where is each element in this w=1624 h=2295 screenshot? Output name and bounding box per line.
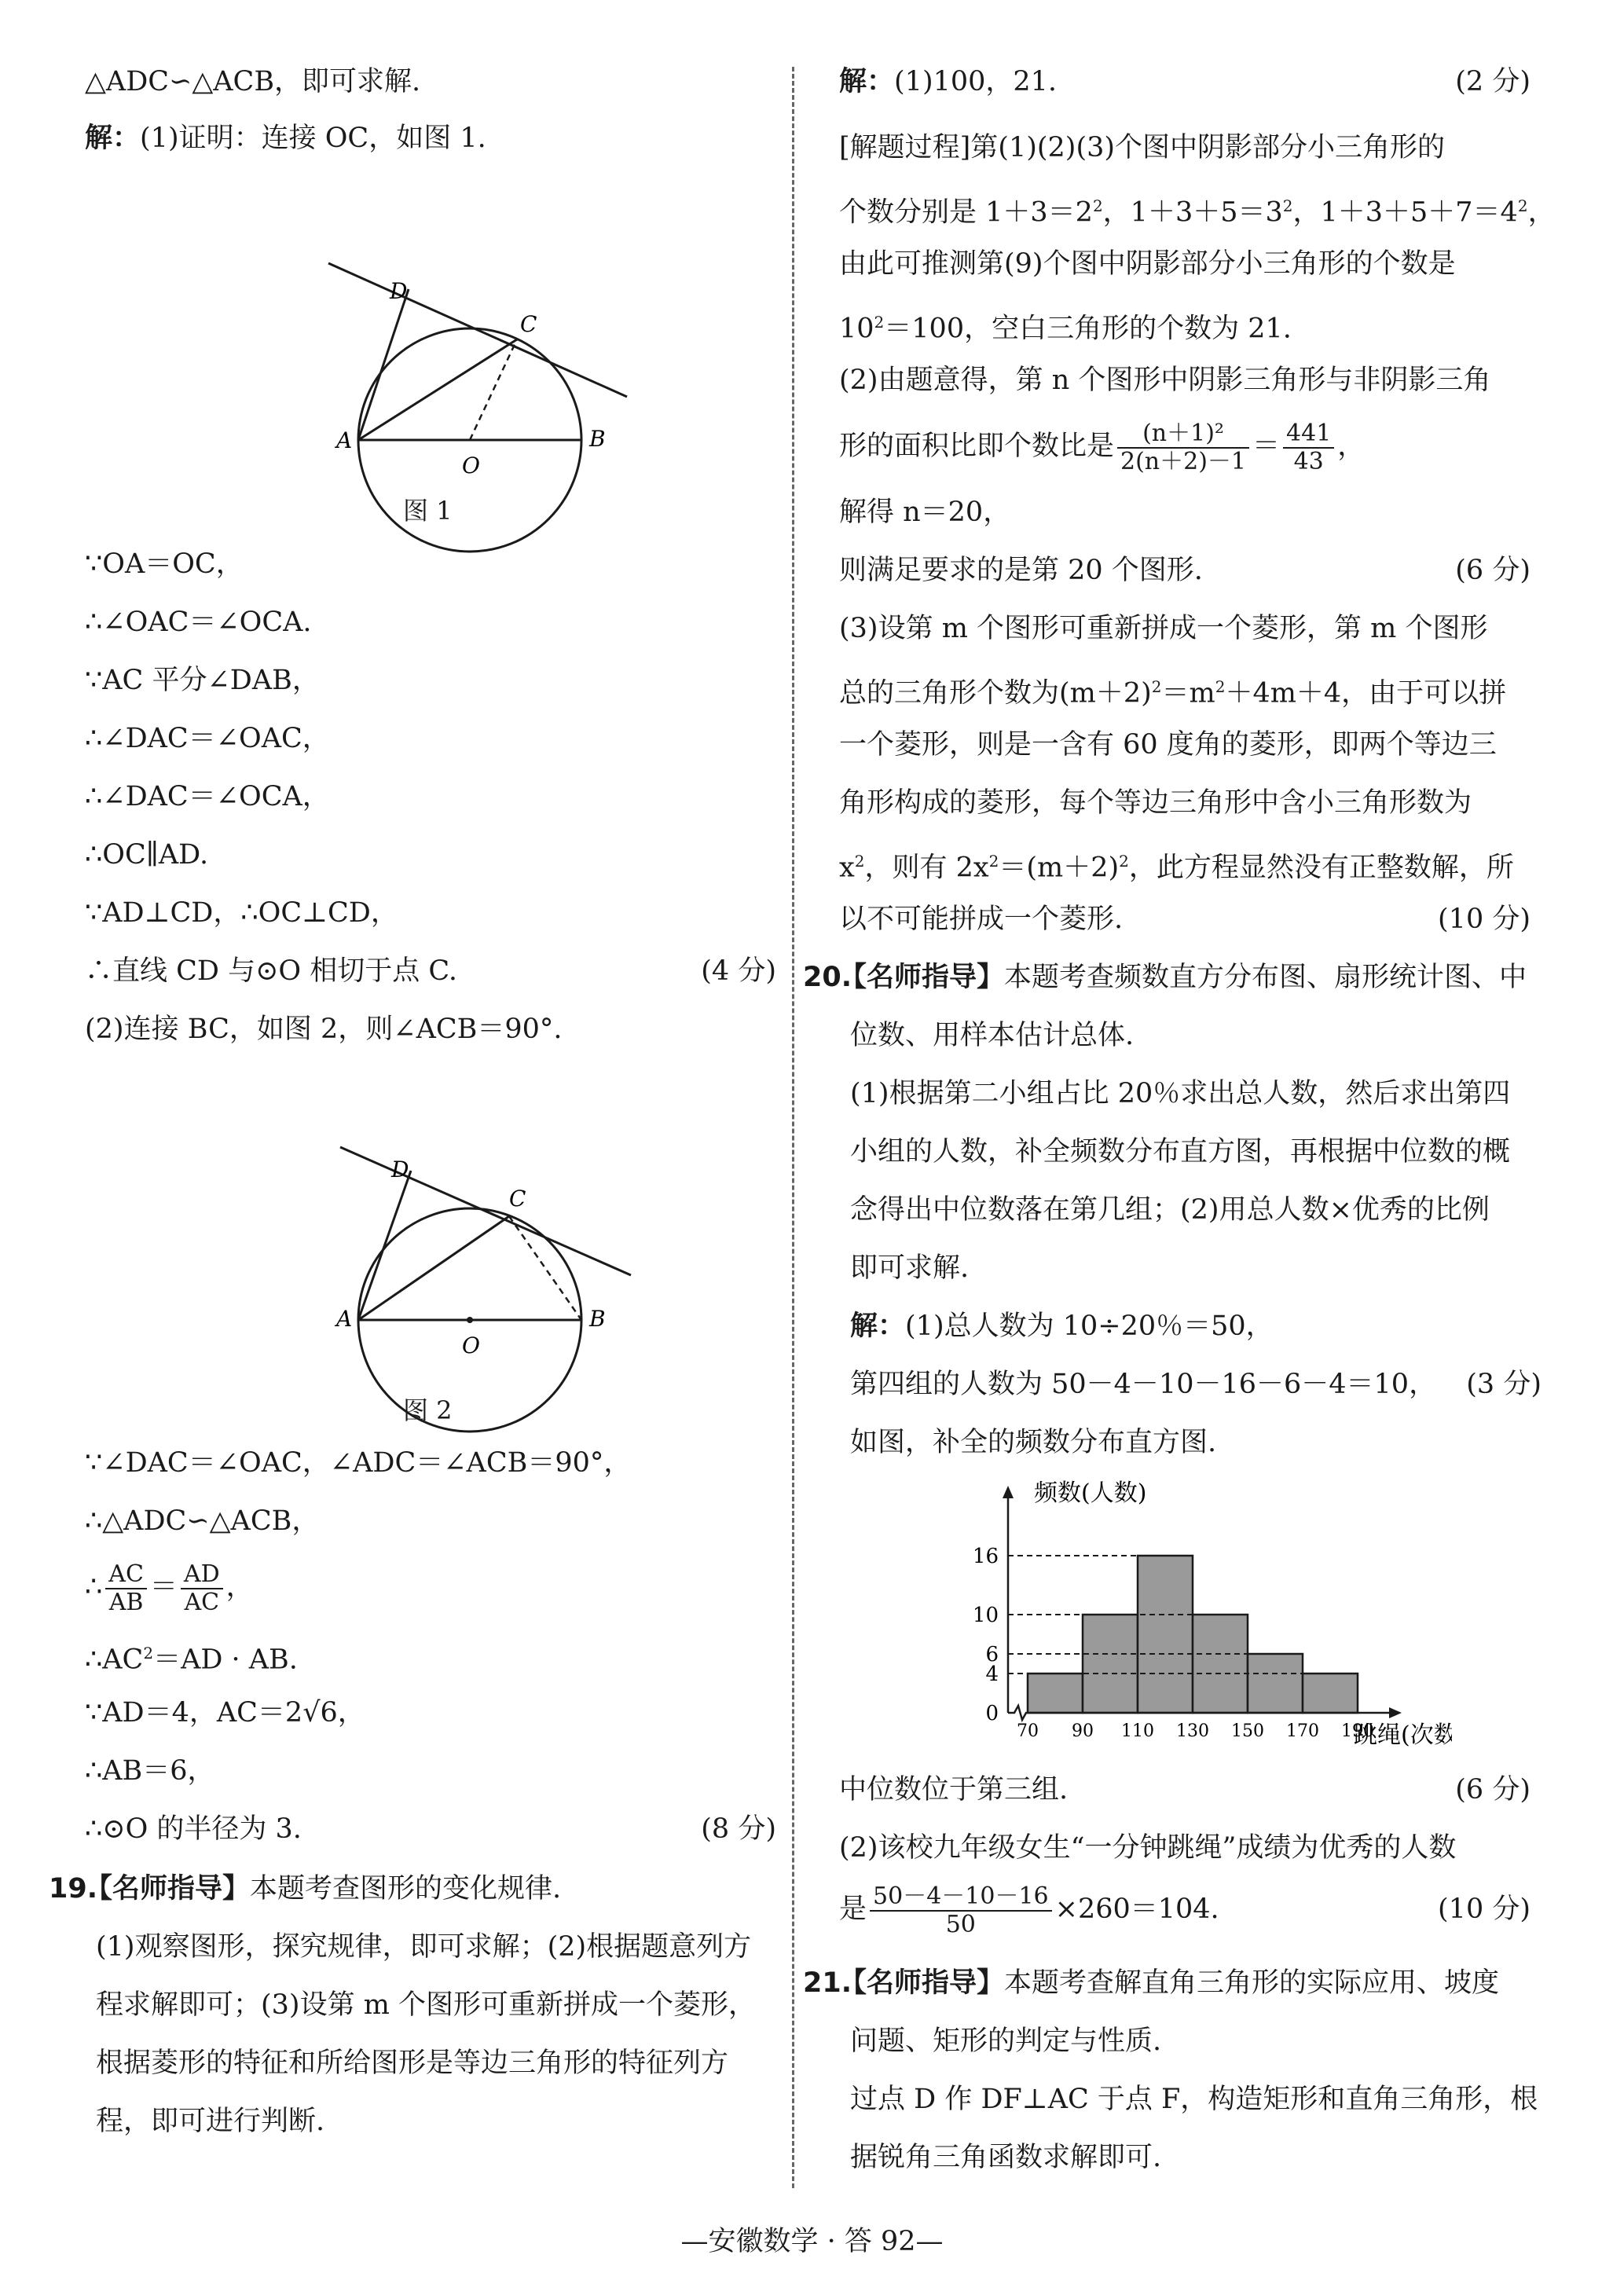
text-line: 据锐角三角函数求解即可. (850, 2142, 1162, 2173)
text-line: [解题过程]第(1)(2)(3)个图中阴影部分小三角形的 (839, 132, 1446, 163)
text-line: (1)根据第二小组占比 20％求出总人数，然后求出第四 (850, 1078, 1511, 1109)
text-line: ∵AD＝4，AC＝2√6， (85, 1697, 365, 1729)
text-line: (2)连接 BC，如图 2，则∠ACB＝90°. (85, 1014, 563, 1045)
text-line: 如图，补全的频数分布直方图. (850, 1427, 1217, 1458)
text-line: 解：(1)证明：连接 OC，如图 1. (85, 123, 486, 154)
text-line: 根据菱形的特征和所给图形是等边三角形的特征列方 (96, 2048, 729, 2079)
label-D: D (391, 1157, 409, 1182)
text-line: 问题、矩形的判定与性质. (850, 2026, 1162, 2057)
text-line: 程求解即可；(3)设第 m 个图形可重新拼成一个菱形， (96, 1989, 757, 2021)
text-line: 中位数位于第三组. (6 分) (839, 1771, 1531, 1809)
histogram-bar (1248, 1654, 1303, 1713)
label-A: A (336, 427, 353, 453)
score: (4 分) (701, 955, 776, 987)
text-line: 形的面积比即个数比是 $\frac{\text{(n＋1)²}}{2(n+2)-1}$ ＝ $\frac{441}{43}$ ， (839, 419, 1366, 475)
text-line: 个数分别是 $1+3=2^2$，$1+3+5=3^2$，$1+3+5+7=4^2$， (839, 196, 1556, 229)
text-line: ∵AC 平分∠DAB， (85, 665, 320, 696)
text-line: $x^2$，则有 $2x^2=(m+2)^2$，此方程显然没有正整数解，所 (839, 852, 1514, 884)
text-line: ∴∠OAC＝∠OCA. (85, 607, 312, 638)
text-line: $10^2=100$，空白三角形的个数为 21. (839, 313, 1292, 345)
text-line: 解：(1)100，21. (2 分) (839, 63, 1531, 101)
label-O: O (462, 453, 480, 478)
figure-1 (273, 181, 666, 597)
figure-1-diagram (273, 181, 666, 597)
text-line: 一个菱形，则是一含有 60 度角的菱形，即两个等边三 (839, 729, 1497, 761)
figure-2-caption: 图 2 (403, 1395, 453, 1425)
text-line: 以不可能拼成一个菱形. (10 分) (839, 900, 1531, 938)
text-line: ∴直线 CD 与⊙O 相切于点 C. (4 分) (85, 952, 776, 990)
question-20-header: 20. 【名师指导】本题考查频数直方分布图、扇形统计图、中 (803, 962, 1527, 993)
histogram-chart (949, 1469, 1452, 1760)
label-O: O (462, 1333, 480, 1358)
y-tick-label: 16 (972, 1545, 999, 1568)
x-tick-label: 130 (1176, 1721, 1209, 1741)
y-tick-label: 6 (985, 1643, 999, 1666)
text-line: △ADC∽△ACB，即可求解. (85, 66, 421, 97)
text-line: 位数、用样本估计总体. (850, 1020, 1135, 1051)
text-line: 总的三角形个数为$(m+2)^2=m^2+4m+4$，由于可以拼 (839, 677, 1507, 709)
text-line: 解：(1)总人数为 10÷20％＝50， (850, 1311, 1274, 1342)
text-line: 则满足要求的是第 20 个图形. (6 分) (839, 552, 1531, 589)
x-tick-label: 150 (1231, 1721, 1264, 1741)
figure-1-caption: 图 1 (403, 496, 453, 526)
text-line: 程，即可进行判断. (96, 2106, 325, 2137)
fraction: $\frac{\text{(n＋1)²}}{2(n+2)-1}$ (1117, 420, 1249, 475)
fraction: $\frac{441}{43}$ (1283, 420, 1334, 475)
x-tick-label: 170 (1286, 1721, 1319, 1741)
histogram-svg (949, 1469, 1452, 1760)
label-A: A (336, 1306, 353, 1332)
histogram-bar (1138, 1556, 1193, 1713)
x-tick-label: 110 (1121, 1721, 1154, 1741)
question-21-header: 21. 【名师指导】本题考查解直角三角形的实际应用、坡度 (803, 1967, 1500, 1999)
fraction: $\frac{50-4-10-16}{50}$ (870, 1883, 1052, 1938)
x-tick-label: 90 (1072, 1721, 1094, 1741)
score: (8 分) (701, 1813, 776, 1845)
score: (6 分) (1455, 1774, 1531, 1806)
figure-2-diagram (273, 1076, 666, 1454)
text-line: ∴△ADC∽△ACB， (85, 1505, 320, 1537)
text-line: 第四组的人数为 50－4－10－16－6－4＝10， (3 分) (839, 1366, 1542, 1403)
text-line: ∴∠DAC＝∠OCA， (85, 781, 330, 812)
text-line: 过点 D 作 DF⊥AC 于点 F，构造矩形和直角三角形，根 (850, 2084, 1538, 2115)
figure-2 (273, 1076, 666, 1454)
x-tick-label: 70 (1017, 1721, 1039, 1741)
label-B: B (589, 1306, 606, 1332)
y-tick-label: 10 (972, 1604, 999, 1627)
score: (10 分) (1438, 1894, 1531, 1925)
text-line: 解得 n＝20， (839, 497, 1011, 528)
text-line: ∵OA＝OC， (85, 548, 244, 580)
origin-label: 0 (985, 1702, 999, 1725)
text-line: ∴AB＝6， (85, 1755, 215, 1787)
text-line: 由此可推测第(9)个图中阴影部分小三角形的个数是 (839, 248, 1456, 280)
fraction: $\frac{AD}{AC}$ (181, 1561, 223, 1616)
y-axis-arrow (1003, 1486, 1014, 1498)
page-footer: —安徽数学 · 答 92— (680, 2226, 944, 2257)
y-tick-label: 4 (985, 1663, 999, 1686)
text-line: 即可求解. (850, 1252, 970, 1284)
x-tick-label: 190 (1341, 1721, 1374, 1741)
score: (6 分) (1455, 555, 1531, 586)
histogram-bar (1028, 1674, 1083, 1713)
x-axis-arrow (1389, 1707, 1402, 1718)
histogram-bar (1303, 1674, 1358, 1713)
text-line: ∵AD⊥CD，∴OC⊥CD， (85, 897, 398, 929)
text-line: $\therefore AC^2=AD$ · AB. (85, 1644, 298, 1676)
score: (2 分) (1455, 66, 1531, 97)
text-line: ∵∠DAC＝∠OAC，∠ADC＝∠ACB＝90°， (85, 1447, 632, 1479)
question-19-header: 19. 【名师指导】本题考查图形的变化规律. (49, 1873, 562, 1905)
text-line: ∴OC∥AD. (85, 839, 209, 871)
chart-ylabel: 频数(人数) (1034, 1479, 1147, 1507)
text-line: ∴ $\frac{AC}{AB}$ ＝ $\frac{AD}{AC}$ ， (85, 1560, 254, 1616)
score: (10 分) (1438, 904, 1531, 935)
histogram-bar (1083, 1615, 1138, 1713)
text-line: (2)该校九年级女生“一分钟跳绳”成绩为优秀的人数 (839, 1832, 1457, 1864)
fraction: $\frac{AC}{AB}$ (105, 1561, 147, 1616)
text-line: (2)由题意得，第 n 个图形中阴影三角形与非阴影三角 (839, 365, 1491, 396)
label-D: D (390, 278, 408, 304)
histogram-bar (1193, 1615, 1248, 1713)
text-line: (3)设第 m 个图形可重新拼成一个菱形，第 m 个图形 (839, 613, 1488, 644)
score: (3 分) (1466, 1369, 1542, 1400)
label-B: B (589, 426, 606, 452)
text-line: 是 $\frac{50-4-10-16}{50}$ ×260＝104. (10 分) (839, 1882, 1531, 1938)
chart-xlabel: 跳绳(次数 (1354, 1721, 1452, 1749)
label-C: C (520, 311, 537, 337)
text-line: (1)观察图形，探究规律，即可求解；(2)根据题意列方 (96, 1931, 752, 1963)
text-line: 小组的人数，补全频数分布直方图，再根据中位数的概 (850, 1136, 1511, 1168)
text-line: 念得出中位数落在第几组；(2)用总人数×优秀的比例 (850, 1194, 1490, 1226)
label-C: C (509, 1186, 526, 1212)
text-line: ∴∠DAC＝∠OAC， (85, 723, 330, 754)
column-divider (792, 67, 794, 2188)
text-line: ∴⊙O 的半径为 3. (8 分) (85, 1810, 776, 1848)
text-line: 角形构成的菱形，每个等边三角形中含小三角形数为 (839, 787, 1472, 819)
